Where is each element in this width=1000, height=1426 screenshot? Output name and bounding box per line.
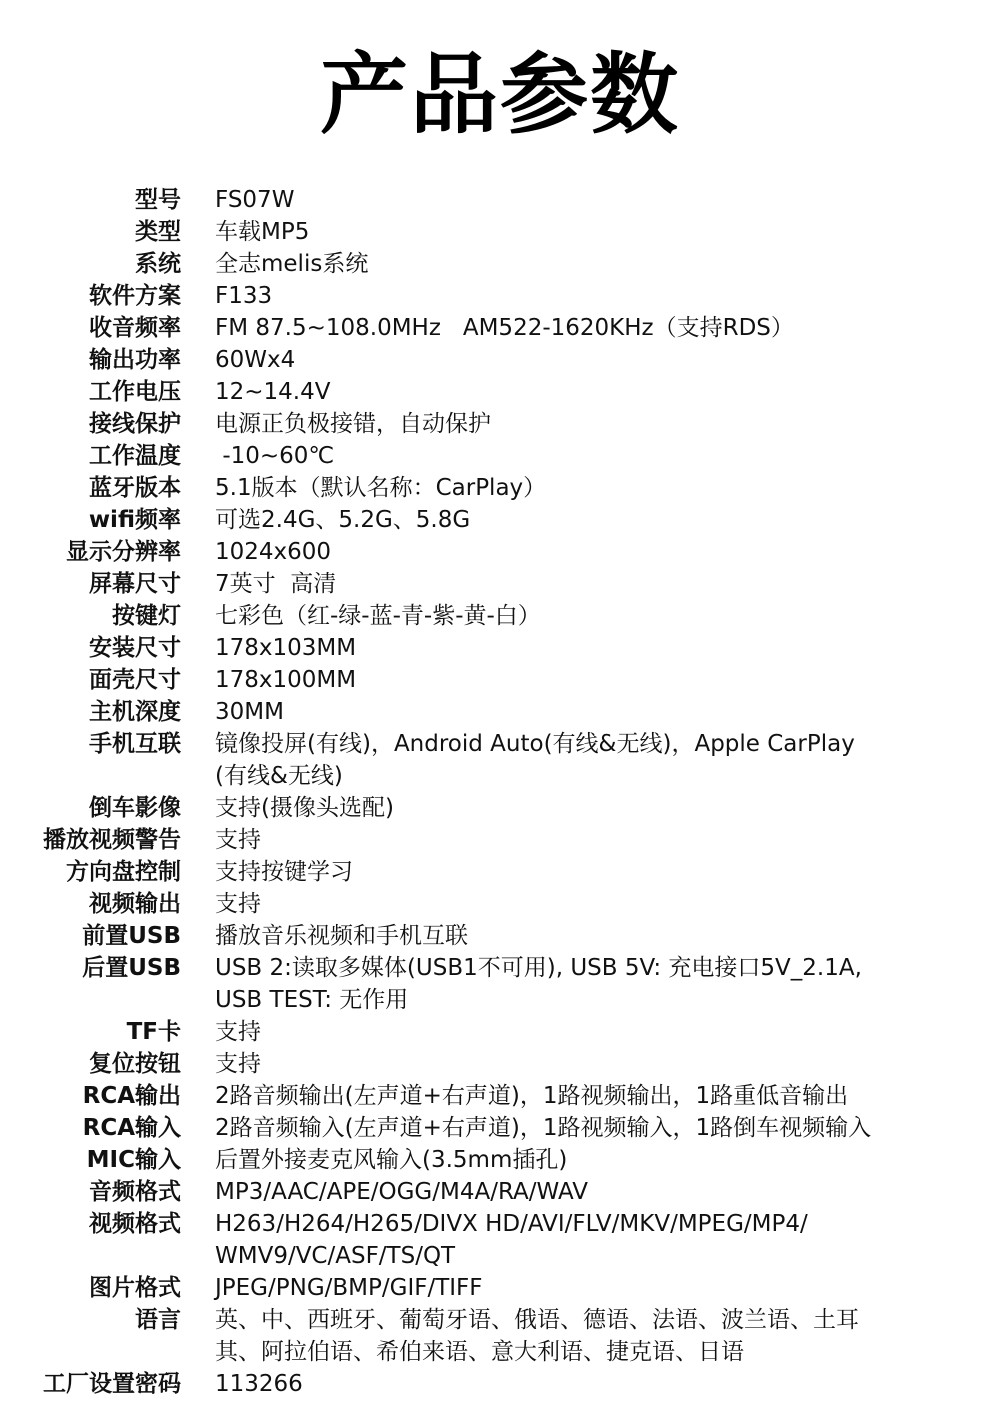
spec-row — [0, 792, 1000, 824]
spec-value: USB 2:读取多媒体(USB1不可用), USB 5V: 充电接口5V_2.1A, USB TEST: 无作用 — [215, 955, 862, 1013]
spec-label: 工作温度 — [89, 443, 181, 469]
spec-label: 倒车影像 — [89, 795, 181, 821]
spec-value: 60Wx4 — [215, 347, 296, 373]
spec-value: 支持 — [215, 827, 261, 853]
spec-row — [0, 1016, 1000, 1048]
spec-row — [0, 1368, 1000, 1400]
spec-row — [0, 600, 1000, 632]
spec-value: 英、中、西班牙、葡萄牙语、俄语、德语、法语、波兰语、土耳 其、阿拉伯语、希伯来语、意大利语、捷克语、日语 — [215, 1307, 859, 1365]
page-title: 产品参数 — [319, 43, 680, 146]
spec-label: 型号 — [135, 187, 181, 213]
spec-value: 178x100MM — [215, 667, 357, 693]
spec-label: 方向盘控制 — [66, 859, 181, 885]
spec-row — [0, 472, 1000, 504]
spec-row — [0, 440, 1000, 472]
spec-label: 复位按钮 — [89, 1051, 181, 1077]
spec-label: 显示分辨率 — [66, 539, 181, 565]
spec-row — [0, 504, 1000, 536]
spec-row — [0, 1112, 1000, 1144]
spec-value: 支持 — [215, 891, 261, 917]
spec-value: JPEG/PNG/BMP/GIF/TIFF — [215, 1275, 483, 1301]
spec-label: 图片格式 — [89, 1275, 181, 1301]
spec-row — [0, 280, 1000, 312]
spec-row — [0, 1144, 1000, 1176]
spec-label: 系统 — [135, 251, 181, 277]
spec-value: 2路音频输出(左声道+右声道)，1路视频输出，1路重低音输出 — [215, 1083, 849, 1109]
spec-row — [0, 1176, 1000, 1208]
spec-label: 软件方案 — [89, 283, 181, 309]
spec-row — [0, 376, 1000, 408]
spec-label: 工作电压 — [89, 379, 181, 405]
spec-row — [0, 696, 1000, 728]
spec-value: 支持(摄像头选配) — [215, 795, 394, 821]
spec-value: H263/H264/H265/DIVX HD/AVI/FLV/MKV/MPEG/MP4/ WMV9/VC/ASF/TS/QT — [215, 1211, 808, 1269]
spec-value: -10~60℃ — [215, 443, 335, 469]
spec-value: 后置外接麦克风输入(3.5mm插孔) — [215, 1147, 568, 1173]
spec-value: 车载MP5 — [215, 219, 310, 245]
spec-label: 后置USB — [82, 955, 181, 981]
spec-row — [0, 824, 1000, 856]
spec-label: 主机深度 — [89, 699, 181, 725]
spec-row — [0, 248, 1000, 280]
spec-label: 视频格式 — [89, 1211, 181, 1237]
spec-row — [0, 312, 1000, 344]
spec-label: 安装尺寸 — [89, 635, 181, 661]
spec-label: 按键灯 — [112, 603, 181, 629]
spec-label: 视频输出 — [89, 891, 181, 917]
spec-value: 5.1版本（默认名称：CarPlay） — [215, 475, 547, 501]
spec-value: FM 87.5~108.0MHz AM522-1620KHz（支持RDS） — [215, 315, 794, 341]
spec-value: 113266 — [215, 1371, 303, 1397]
spec-label: 屏幕尺寸 — [89, 571, 181, 597]
spec-label: RCA输出 — [82, 1083, 181, 1109]
spec-label: 接线保护 — [89, 411, 181, 437]
spec-value: 支持按键学习 — [215, 859, 353, 885]
spec-label: 播放视频警告 — [43, 827, 181, 853]
spec-value: 7英寸 高清 — [215, 571, 337, 597]
spec-row — [0, 344, 1000, 376]
spec-row — [0, 856, 1000, 888]
spec-label: 工厂设置密码 — [43, 1371, 181, 1397]
spec-row — [0, 728, 1000, 792]
spec-label: 前置USB — [82, 923, 181, 949]
spec-value: 178x103MM — [215, 635, 357, 661]
spec-label: MIC输入 — [86, 1147, 181, 1173]
spec-value: 支持 — [215, 1019, 261, 1045]
spec-label: RCA输入 — [82, 1115, 181, 1141]
spec-label: 面壳尺寸 — [89, 667, 181, 693]
spec-row — [0, 184, 1000, 216]
spec-label: 收音频率 — [89, 315, 181, 341]
spec-label: 语言 — [135, 1307, 181, 1333]
spec-row — [0, 664, 1000, 696]
spec-value: 12~14.4V — [215, 379, 331, 405]
spec-label: 输出功率 — [89, 347, 181, 373]
spec-row — [0, 408, 1000, 440]
spec-row — [0, 920, 1000, 952]
spec-row — [0, 216, 1000, 248]
spec-label: 音频格式 — [89, 1179, 181, 1205]
spec-value: 可选2.4G、5.2G、5.8G — [215, 507, 471, 533]
spec-row — [0, 568, 1000, 600]
spec-label: 蓝牙版本 — [89, 475, 181, 501]
spec-row — [0, 1272, 1000, 1304]
spec-row — [0, 1080, 1000, 1112]
spec-row — [0, 1208, 1000, 1272]
spec-row — [0, 536, 1000, 568]
spec-value: 全志melis系统 — [215, 251, 369, 277]
spec-value: F133 — [215, 283, 273, 309]
spec-row — [0, 952, 1000, 1016]
spec-row — [0, 1048, 1000, 1080]
spec-value: FS07W — [215, 187, 295, 213]
spec-table — [0, 184, 1000, 1400]
spec-value: 播放音乐视频和手机互联 — [215, 923, 468, 949]
spec-value: MP3/AAC/APE/OGG/M4A/RA/WAV — [215, 1179, 588, 1205]
spec-label: TF卡 — [126, 1019, 181, 1045]
spec-value: 1024x600 — [215, 539, 332, 565]
spec-value: 电源正负极接错，自动保护 — [215, 411, 491, 437]
spec-row — [0, 632, 1000, 664]
spec-label: 类型 — [135, 219, 181, 245]
spec-value: 支持 — [215, 1051, 261, 1077]
spec-value: 2路音频输入(左声道+右声道)，1路视频输入，1路倒车视频输入 — [215, 1115, 872, 1141]
spec-label: 手机互联 — [89, 731, 181, 757]
spec-row — [0, 888, 1000, 920]
spec-value: 30MM — [215, 699, 284, 725]
spec-label: wifi频率 — [88, 507, 181, 533]
spec-value: 七彩色（红-绿-蓝-青-紫-黄-白） — [215, 603, 541, 629]
spec-row — [0, 1304, 1000, 1368]
spec-value: 镜像投屏(有线)，Android Auto(有线&无线)，Apple CarPlay (有线&无线) — [215, 731, 855, 789]
